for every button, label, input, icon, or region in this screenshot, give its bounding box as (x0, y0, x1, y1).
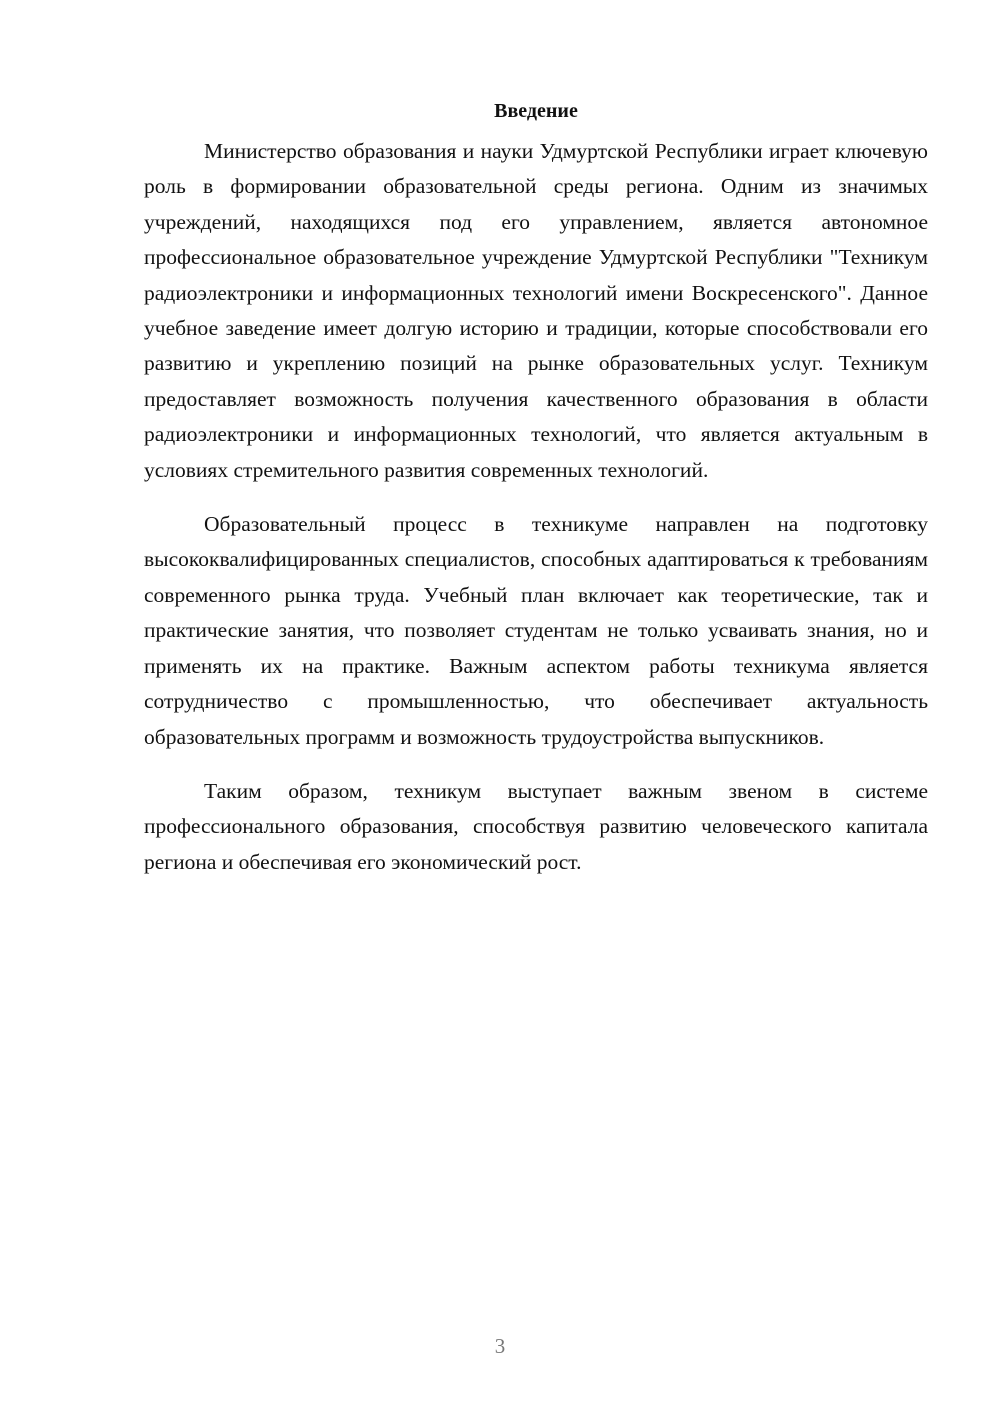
section-heading: Введение (494, 100, 578, 122)
paragraph-3: Таким образом, техникум выступает важным звеном в системе профессионального образования, способствуя развитию человеческого капитала региона и обеспечивая его экономический рост. (144, 778, 928, 874)
document-body (144, 96, 928, 899)
paragraph-1: Министерство образования и науки Удмуртской Республики играет ключевую роль в формировании образовательной среды региона. Одним из значимых учреждений, находящихся под его управлением, является автономное профессиональное образовательное учреждение Удмуртской Республики "Техникум радиоэлектроники и информационных технологий имени Воскресенского". Данное учебное заведение имеет долгую историю и традиции, которые способствовали его развитию и укреплению позиций на рынке образовательных услуг. Техникум предоставляет возможность получения качественного образования в области радиоэлектроники и информационных технологий, что является актуальным в условиях стремительного развития современных технологий. (144, 139, 928, 482)
paragraph-2: Образовательный процесс в техникуме направлен на подготовку высококвалифицированных специалистов, способных адаптироваться к требованиям современного рынка труда. Учебный план включает как теоретические, так и практические занятия, что позволяет студентам не только усваивать знания, но и применять их на практике. Важным аспектом работы техникума является сотрудничество с промышленностью, что обеспечивает актуальность образовательных программ и возможность трудоустройства выпускников. (144, 512, 928, 749)
page-number: 3 (494, 1334, 506, 1358)
